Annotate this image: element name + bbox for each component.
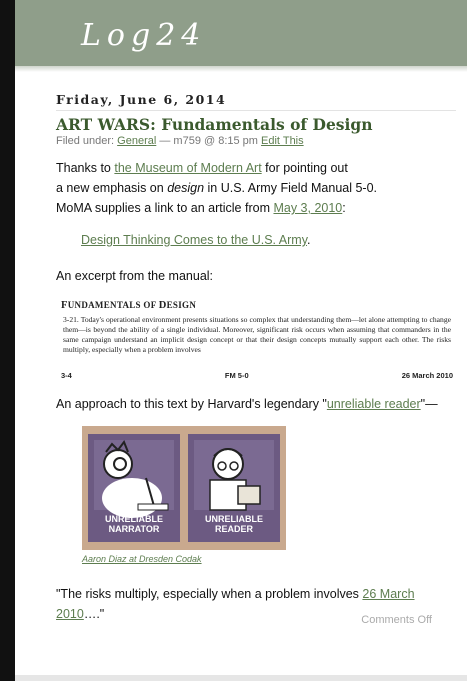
line2-a: a new emphasis on <box>56 181 164 195</box>
post-byline <box>56 135 456 147</box>
narrator-label: UNRELIABLE NARRATOR <box>105 514 163 534</box>
post-title[interactable]: ART WARS: Fundamentals of Design <box>56 115 373 134</box>
comic-illustration[interactable] <box>82 426 286 550</box>
excerpt-label: An excerpt from the manual: <box>56 269 214 283</box>
post <box>56 92 456 624</box>
intro-paragraph <box>56 158 456 218</box>
caption-link[interactable]: Aaron Diaz at Dresden Codak <box>82 554 202 564</box>
date-link[interactable]: May 3, 2010 <box>273 201 343 215</box>
quote-prefix: "The risks multiply, especially when a problem involves <box>56 587 359 601</box>
manual-page-number: 3-4 <box>61 371 72 380</box>
approach-paragraph <box>56 394 456 414</box>
manual-paragraph: 3-21. Today's operational environment presents situations so complex that understanding them—let alone attempting to change them—is beyond the ability of a single individual. Moreover, significant risk occurs when assuming that commanders in the same campaign understand an implicit design concept or that their design concepts mutually support each other. The risks multiply, especially when a problem involves <box>63 315 451 354</box>
design-word: design <box>167 181 205 195</box>
byline-prefix: Filed under: <box>56 135 115 147</box>
manual-heading <box>61 300 453 311</box>
line2-b: in U.S. Army Field Manual 5-0. <box>207 181 378 195</box>
heading-part-1: UNDAMENTALS OF <box>67 300 159 310</box>
heading-part-2: ESIGN <box>166 300 197 310</box>
thanks-suffix: for pointing out <box>265 161 348 175</box>
manual-excerpt <box>61 300 453 380</box>
narrator-panel <box>88 434 180 542</box>
article-link-block <box>81 230 456 250</box>
edit-link[interactable]: Edit This <box>261 135 304 147</box>
unreliable-reader-link[interactable]: unreliable reader <box>326 397 421 411</box>
approach-prefix: An approach to this text by Harvard's legendary " <box>56 397 327 411</box>
header-shadow <box>15 66 467 72</box>
manual-footer <box>61 371 453 380</box>
category-link[interactable]: General <box>117 135 157 147</box>
comments-status: Comments Off <box>361 614 432 626</box>
article-period: . <box>307 233 311 247</box>
manual-doc-id: FM 5-0 <box>224 371 249 380</box>
reader-label: UNRELIABLE READER <box>205 514 263 534</box>
line3-a: MoMA supplies a link to an article from <box>56 201 270 215</box>
left-border <box>0 0 15 681</box>
byline-meta: — m759 @ 8:15 pm <box>159 135 258 147</box>
heading-initial-d: D <box>158 300 167 311</box>
heading-initial-f: F <box>61 300 68 311</box>
moma-link[interactable]: the Museum of Modern Art <box>114 161 262 175</box>
illustration-caption <box>82 554 456 564</box>
approach-suffix: "— <box>420 397 438 411</box>
article-link[interactable]: Design Thinking Comes to the U.S. Army <box>81 233 308 247</box>
bottom-rule <box>15 675 467 681</box>
quote-suffix: …." <box>83 607 105 621</box>
reader-panel <box>188 434 280 542</box>
line3-colon: : <box>342 201 346 215</box>
blog-title[interactable]: Log24 <box>81 18 207 53</box>
blog-header <box>15 0 467 67</box>
date-header: Friday, June 6, 2014 <box>56 92 456 111</box>
quote-date-link[interactable]: 26 March 2010 <box>56 587 415 621</box>
thanks-prefix: Thanks to <box>56 161 111 175</box>
manual-date: 26 March 2010 <box>401 371 453 380</box>
